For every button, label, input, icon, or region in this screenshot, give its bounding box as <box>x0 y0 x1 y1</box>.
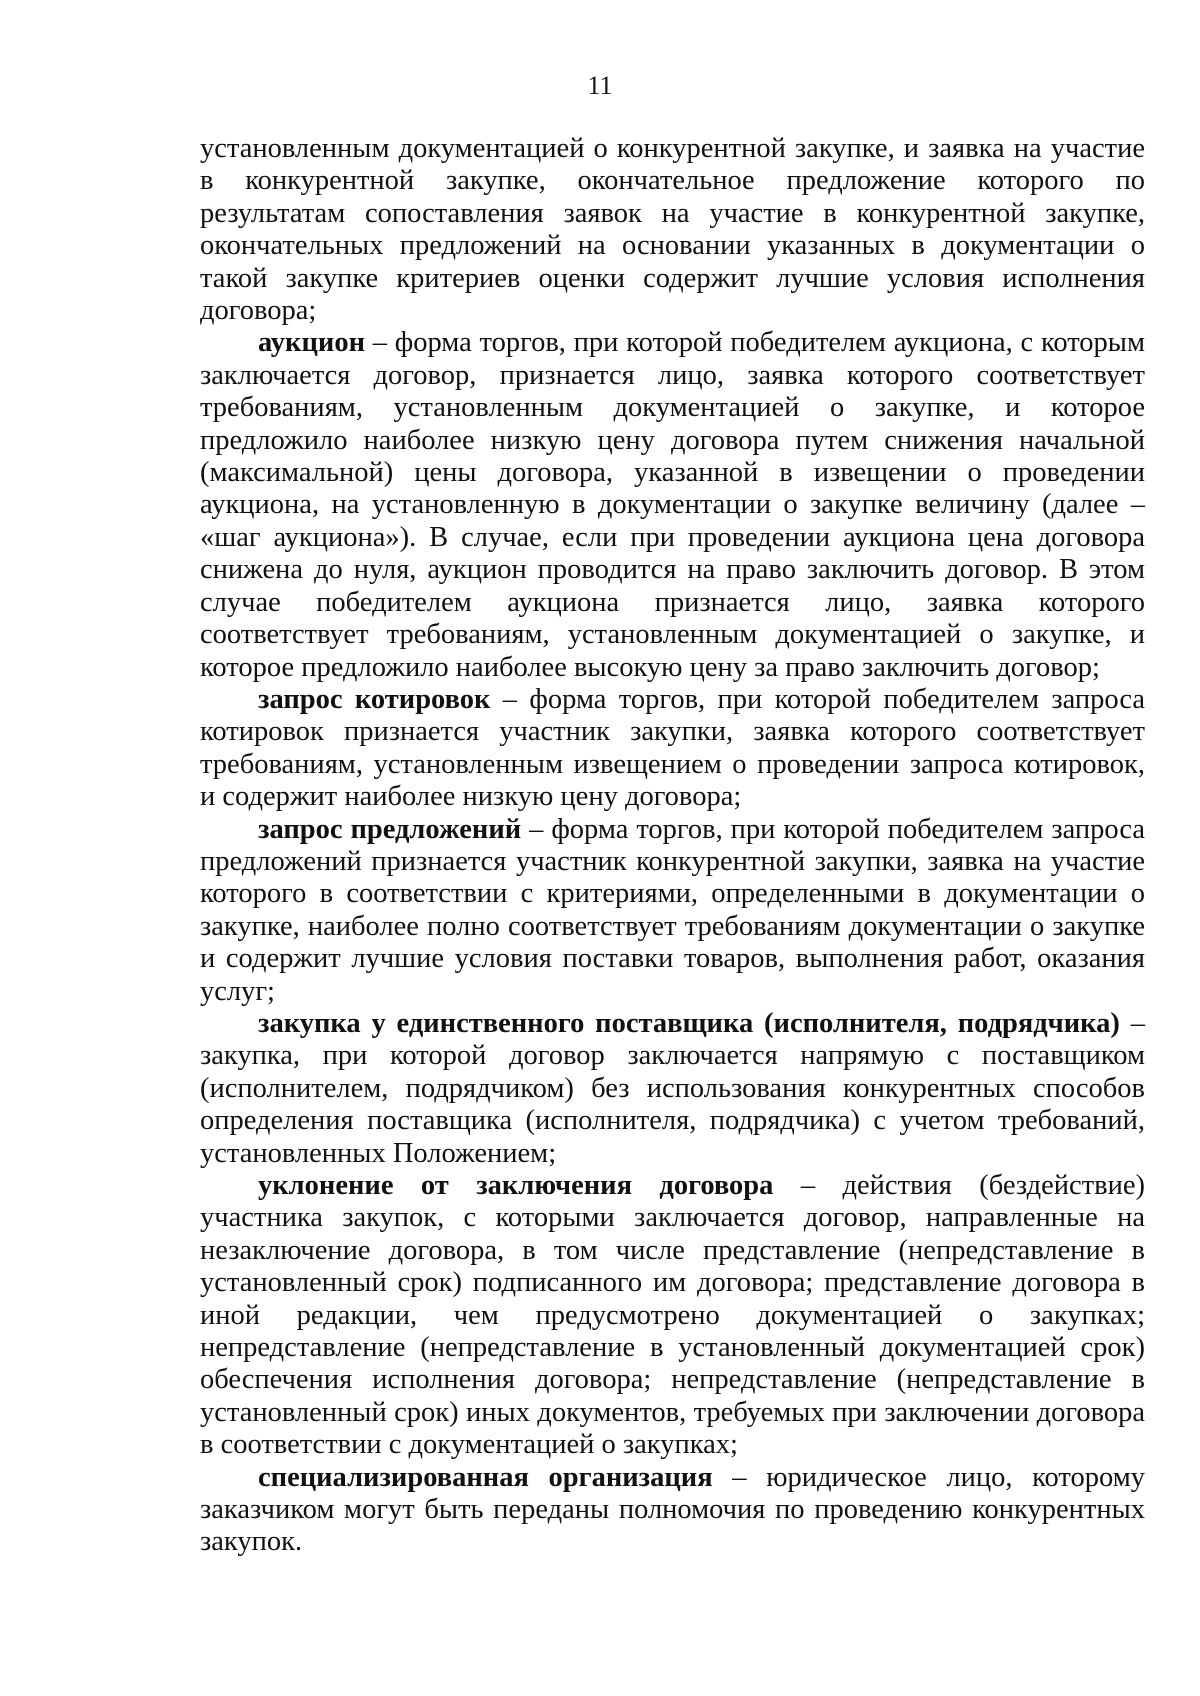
definition-text: – юридическое лицо, которому заказчиком могут быть переданы полномочия по проведению конкурентных закупок. <box>200 1461 1145 1558</box>
definition-quotation-request <box>200 684 1145 814</box>
definition-specialized-organization <box>200 1462 1145 1559</box>
definition-auction <box>200 327 1145 683</box>
page-number: 11 <box>587 71 613 100</box>
definition-term: уклонение от заключения договора <box>258 1170 774 1201</box>
definition-term: закупка у единственного поставщика (исполнителя, подрядчика) <box>258 1007 1120 1039</box>
definition-contract-evasion <box>200 1170 1145 1462</box>
intro-paragraph: установленным документацией о конкурентной закупке, и заявка на участие в конкурентной закупке, окончательное предложение которого по результатам сопоставления заявок на участие в конкурентной закупке, окончательных предложений на основании указанных в документации о такой закупке критериев оценки содержит лучшие условия исполнения договора; <box>200 133 1145 327</box>
definition-single-supplier-purchase <box>200 1008 1145 1170</box>
definition-text: – закупка, при которой договор заключается напрямую с поставщиком (исполнителем, подрядчиком) без использования конкурентных способов определения поставщика (исполнителя, подрядчика) с учетом требований, установленных Положением; <box>200 1007 1146 1169</box>
definition-text: – форма торгов, при которой победителем аукциона, с которым заключается договор, признается лицо, заявка которого соответствует требованиям, установленным документацией о закупке, и которое предложило наиболее низкую цену договора путем снижения начальной (максимальной) цены договора, указанной в извещении о проведении аукциона, на установленную в документации о закупке величину (далее – «шаг аукциона»). В случае, если при проведении аукциона цена договора снижена до нуля, аукцион проводится на право заключить договор. В этом случае победителем аукциона признается лицо, заявка которого соответствует требованиям, установленным документацией о закупке, и которое предложило наиболее высокую цену за право заключить договор; <box>200 327 1145 683</box>
definition-text: – форма торгов, при которой победителем запроса предложений признается участник конкурентной закупки, заявка на участие которого в соответствии с критериями, определенными в документации о закупке, наиболее полно соответствует требованиям документации о закупке и содержит лучшие условия поставки товаров, выполнения работ, оказания услуг; <box>200 813 1145 1007</box>
definition-term: запрос предложений <box>258 813 522 845</box>
definition-term: запрос котировок <box>258 683 491 715</box>
definition-term: специализированная организация <box>258 1461 713 1493</box>
definition-proposal-request <box>200 814 1145 1008</box>
definition-text: – действия (бездействие) участника закупок, с которыми заключается договор, направленные на незаключение договора, в том числе представление (непредставление в установленный срок) подписанного им договора; представление договора в иной редакции, чем предусмотрено документацией о закупках; непредставление (непредставление в установленный документацией срок) обеспечения исполнения договора; непредставление (непредставление в установленный срок) иных документов, требуемых при заключении договора в соответствии с документацией о закупках; <box>200 1170 1145 1461</box>
definition-text: – форма торгов, при которой победителем запроса котировок признается участник закупки, заявка которого соответствует требованиям, установленным извещением о проведении запроса котировок, и содержит наиболее низкую цену договора; <box>200 683 1145 813</box>
definition-term: аукцион <box>258 327 365 359</box>
document-body <box>200 133 1145 1559</box>
